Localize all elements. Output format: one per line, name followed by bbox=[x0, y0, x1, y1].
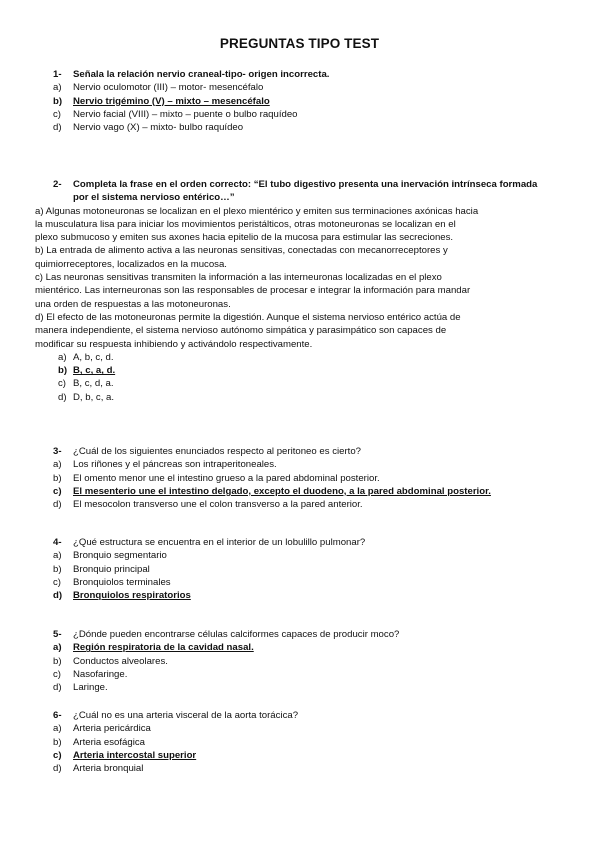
page-title: PREGUNTAS TIPO TEST bbox=[219, 36, 380, 51]
option-c: c) B, c, d, a. bbox=[58, 378, 114, 390]
option-c: c) Bronquiolos terminales bbox=[53, 576, 171, 588]
statement-c: c) Las neuronas sensitivas transmiten la información a las interneuronas localizadas en el plexo mientérico. Las interneuronas son las responsables de procesar e integrar la información para mandar una orden de respuestas a las motoneuronas. bbox=[35, 272, 471, 310]
question-number: 3- bbox=[53, 446, 62, 457]
option-d: d) El mesocolon transverso une el colon transverso a la pared anterior. bbox=[53, 499, 363, 511]
option-d: d) D, b, c, a. bbox=[58, 391, 115, 403]
question-number: 2- bbox=[53, 179, 62, 190]
option-b: b) Arteria esofágica bbox=[53, 736, 145, 748]
option-a-correct: a) Región respiratoria de la cavidad nasal. bbox=[53, 642, 254, 654]
option-d: d) Nervio vago (X) – mixto- bulbo raquídeo bbox=[53, 122, 244, 134]
question-text: ¿Cuál de los siguientes enunciados respecto al peritoneo es cierto? bbox=[73, 446, 361, 457]
question-4 bbox=[0, 536, 599, 602]
question-text: Completa la frase en el orden correcto: “El tubo digestivo presenta una inervación intrínseca formada por el sistema nervioso entérico…” bbox=[73, 179, 538, 204]
question-5-stem bbox=[0, 628, 599, 641]
question-1-stem bbox=[0, 68, 599, 81]
option-a: a) Nervio oculomotor (III) – motor- mesencéfalo bbox=[53, 82, 264, 94]
question-6-stem bbox=[0, 709, 599, 722]
option-d: d) Arteria bronquial bbox=[53, 763, 144, 775]
option-b: b) Conductos alveolares. bbox=[53, 655, 168, 667]
question-number: 4- bbox=[53, 537, 62, 548]
option-a: a) Los riñones y el páncreas son intraperitoneales. bbox=[53, 459, 277, 471]
option-c: c) Nervio facial (VIII) – mixto – puente o bulbo raquídeo bbox=[53, 108, 298, 120]
question-2-stem bbox=[0, 178, 599, 205]
question-text: ¿Dónde pueden encontrarse células calciformes capaces de producir moco? bbox=[73, 629, 400, 640]
statement-d: d) El efecto de las motoneuronas permite la digestión. Aunque el sistema nervioso entérico actúa de manera independiente, el sistema nervioso autónomo simpática y parasimpático son capaces de modificar su respuesta inhibiendo y activándolo respectivamente. bbox=[35, 311, 461, 350]
question-number: 5- bbox=[53, 629, 62, 640]
option-d: d) Laringe. bbox=[53, 682, 108, 694]
question-number: 6- bbox=[53, 710, 62, 721]
question-6 bbox=[0, 709, 599, 775]
option-a: a) Arteria pericárdica bbox=[53, 723, 151, 735]
question-5 bbox=[0, 628, 599, 694]
question-number: 1- bbox=[53, 69, 62, 80]
statement-b: b) La entrada de alimento activa a las neuronas sensitivas, conectadas con mecanorreceptores y quimiorreceptores, localizados en la mucosa. bbox=[35, 245, 448, 270]
option-b-correct: b) Nervio trigémino (V) – mixto – mesencéfalo bbox=[53, 95, 270, 107]
statement-a: a) Algunas motoneuronas se localizan en el plexo mientérico y emiten sus terminaciones axónicas hacia la musculatura lisa para iniciar los movimientos peristálticos, otras motoneuronas se localizan en el plexo submucoso y emiten sus axones hacia epitelio de la mucosa para estimular las secreciones. bbox=[35, 205, 479, 244]
option-b: b) El omento menor une el intestino grueso a la pared abdominal posterior. bbox=[53, 472, 380, 484]
question-text: ¿Qué estructura se encuentra en el interior de un lobulillo pulmonar? bbox=[73, 537, 366, 548]
option-c-correct: c) Arteria intercostal superior bbox=[53, 749, 197, 761]
question-3-stem bbox=[0, 445, 599, 458]
option-c-correct: c) El mesenterio une el intestino delgado, excepto el duodeno, a la pared abdominal posterior. bbox=[53, 485, 491, 497]
option-c: c) Nasofaringe. bbox=[53, 668, 128, 680]
question-text: Señala la relación nervio craneal-tipo- origen incorrecta. bbox=[73, 69, 330, 80]
option-b-correct: b) B, c, a, d. bbox=[58, 365, 116, 377]
question-2 bbox=[0, 178, 599, 404]
question-3 bbox=[0, 445, 599, 511]
question-4-stem bbox=[0, 536, 599, 549]
option-b: b) Bronquio principal bbox=[53, 563, 150, 575]
option-a: a) A, b, c, d. bbox=[58, 351, 114, 363]
option-d-correct: d) Bronquiolos respiratorios bbox=[53, 590, 191, 602]
option-a: a) Bronquio segmentario bbox=[53, 550, 167, 562]
statements-block bbox=[0, 205, 599, 351]
question-1 bbox=[0, 68, 599, 134]
question-text: ¿Cuál no es una arteria visceral de la aorta torácica? bbox=[73, 710, 299, 721]
